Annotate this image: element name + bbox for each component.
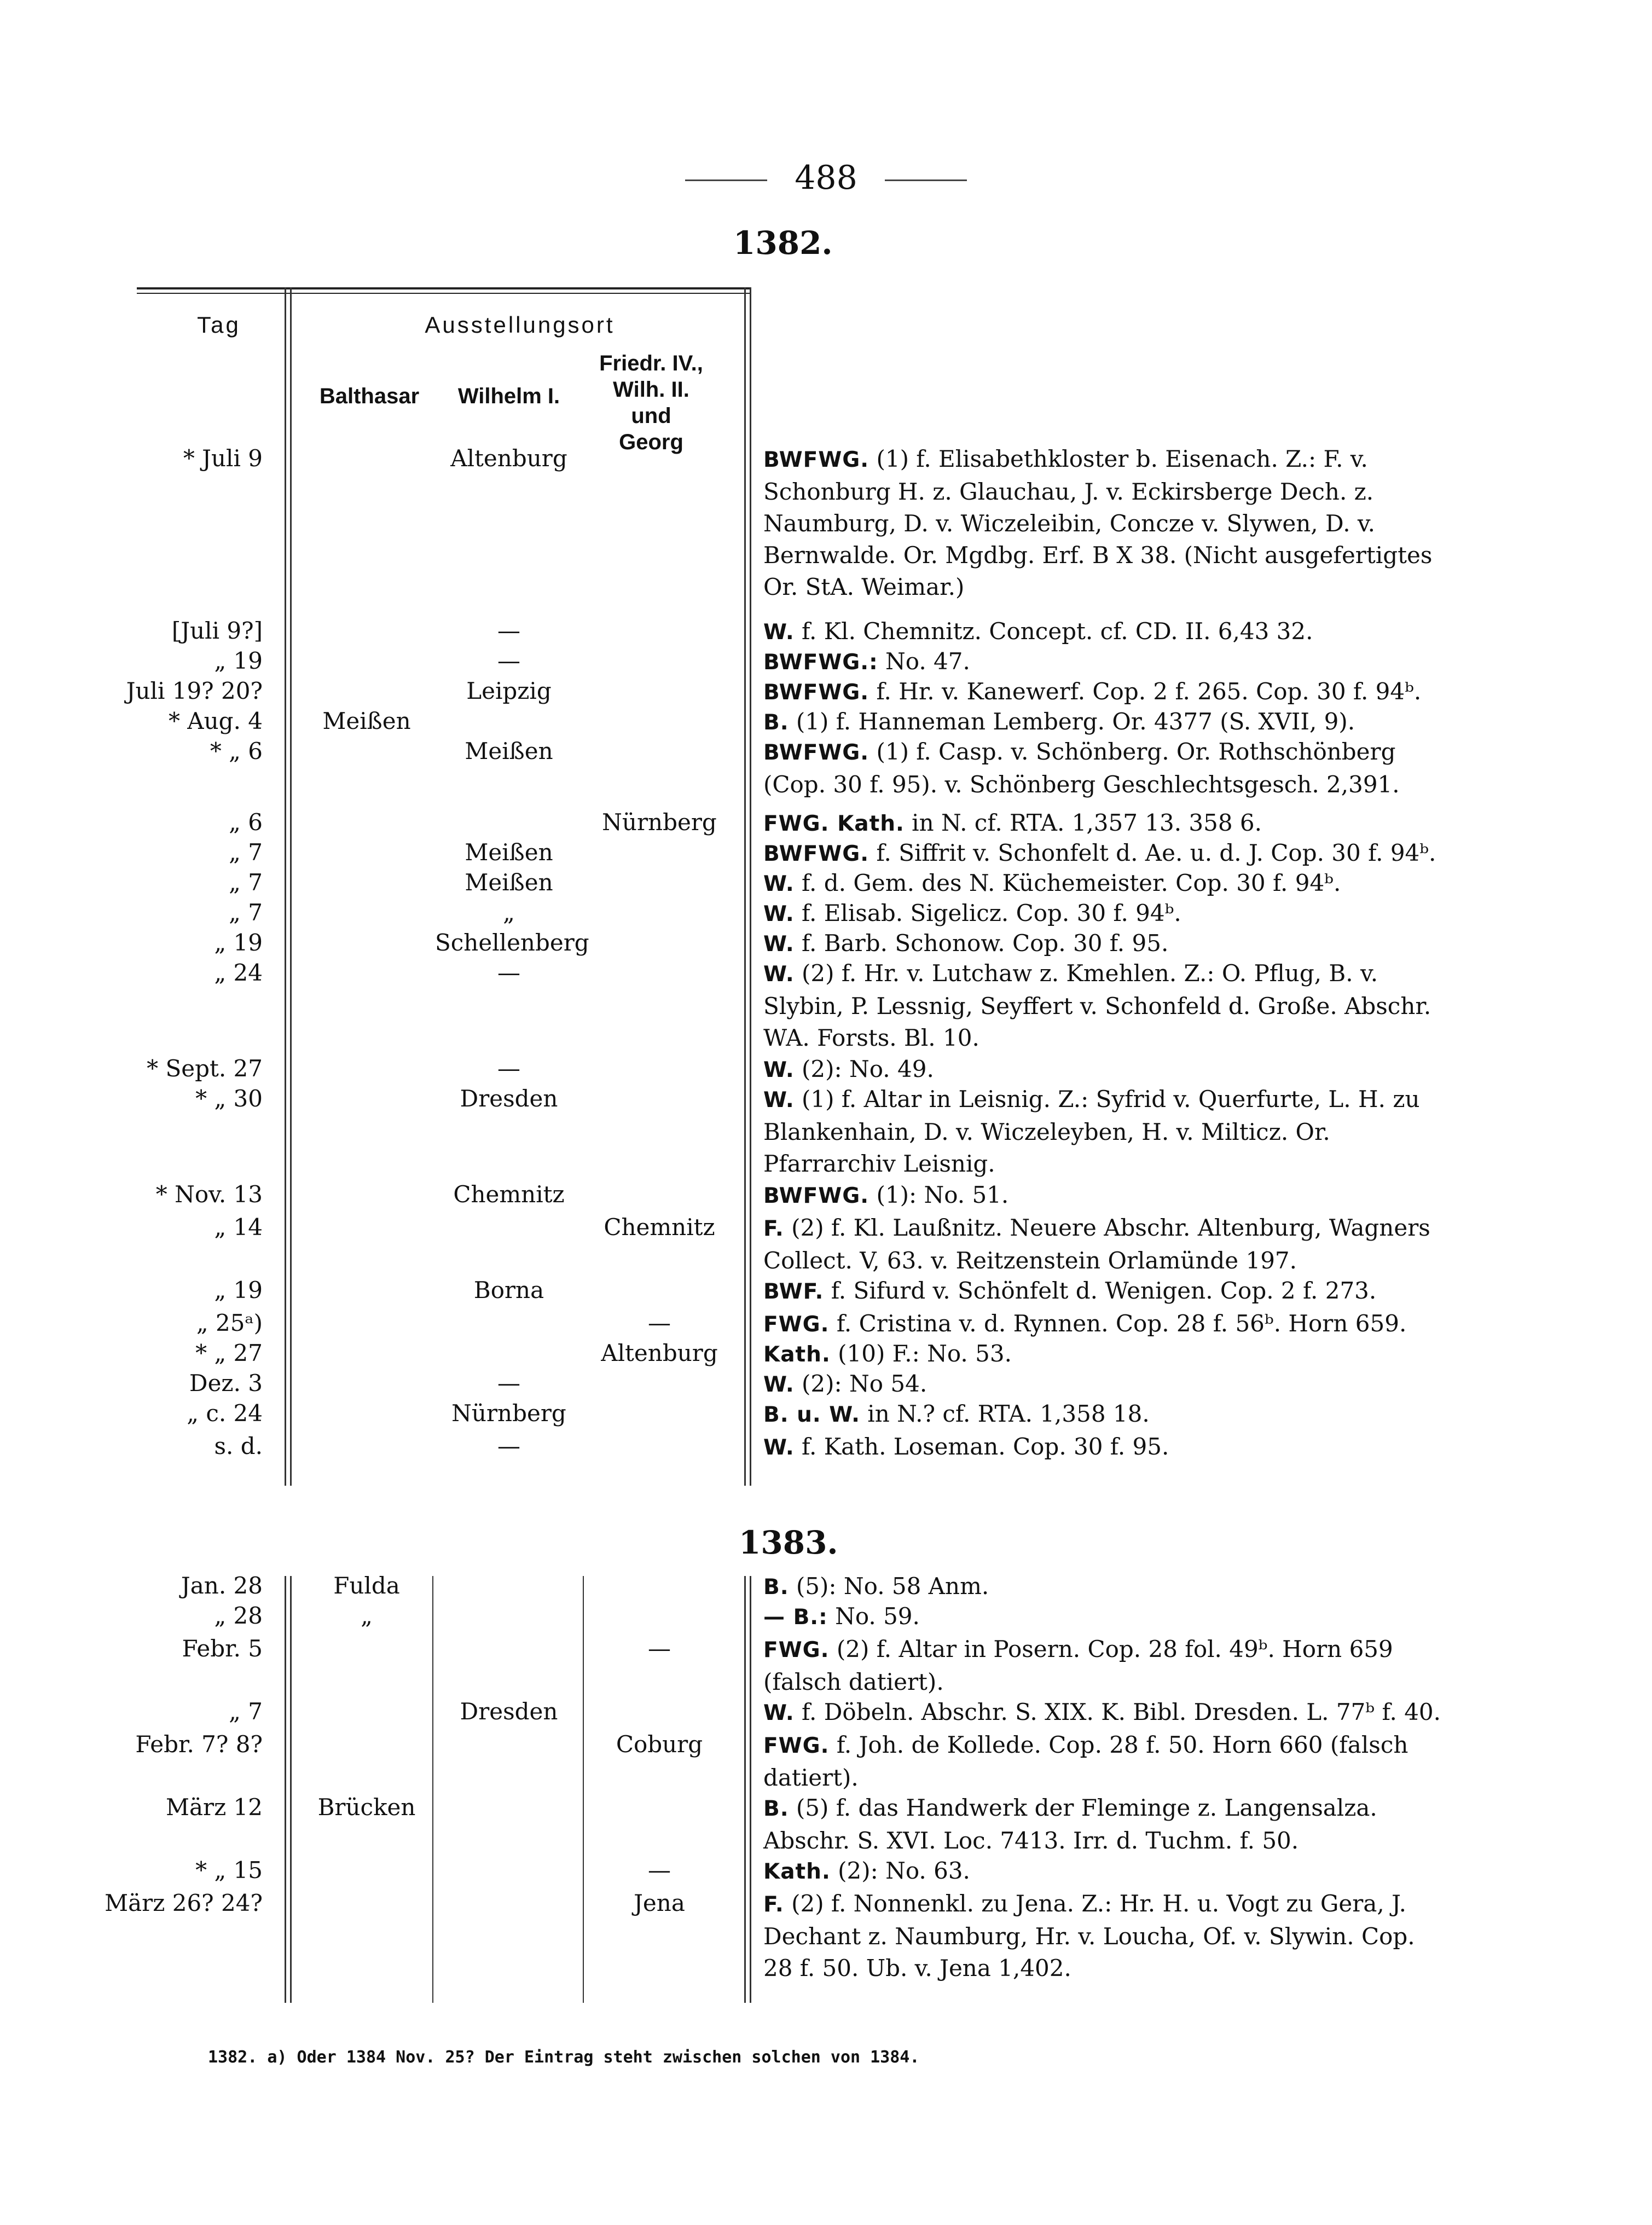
entry-text: No. 47. (878, 648, 970, 675)
header-ausstellungsort: Ausstellungsort (425, 312, 615, 338)
entry-sigel: FWG. Kath. (763, 812, 905, 836)
left-dash (685, 179, 767, 181)
entry-sigel: W. (763, 1435, 795, 1460)
row-1382-entry (763, 1212, 1447, 1277)
entry-sigel: BWFWG. (763, 448, 870, 472)
entry-text: No. 59. (827, 1603, 920, 1630)
row-1383-place-balthasar: Fulda (333, 1572, 400, 1599)
row-1382-entry (763, 897, 1447, 930)
entry-sigel: W. (763, 1088, 795, 1112)
entry-text: f. Siffrit v. Schonfelt d. Ae. u. d. J. Cop. 30 f. 94ᵇ. (869, 839, 1436, 866)
row-1382-tag: * Aug. 4 (168, 708, 263, 734)
row-1383-place-friedr: — (648, 1635, 671, 1662)
entry-text: (5): No. 58 Anm. (789, 1573, 989, 1600)
row-1383-entry (763, 1792, 1447, 1857)
col-rule-text2-b (750, 1576, 751, 2003)
entry-sigel: BWF. (763, 1279, 824, 1304)
entry-text: (1): No. 51. (869, 1181, 1009, 1208)
row-1382-place-wilhelm: Dresden (460, 1085, 558, 1112)
row-1382-tag: * „ 6 (210, 738, 263, 764)
row-1383-entry (763, 1696, 1447, 1729)
top-rule-thin (137, 293, 750, 294)
entry-text: f. Hr. v. Kanewerf. Cop. 2 f. 265. Cop. 30 f. 94ᵇ. (869, 678, 1422, 705)
entry-sigel: W. (763, 962, 795, 987)
row-1382-entry (763, 1368, 1447, 1401)
entry-text: (1) f. Elisabethkloster b. Eisenach. Z.: F. v. Schonburg H. z. Glauchau, J. v. Eckirsberge Dech. z. Naumburg, D. v. Wiczeleibin, Concze v. Slywen, D. v. Bernwalde. Or. Mgdbg. Erf. B X 38. (Nicht ausgefertigtes Or. StA. Weimar.) (763, 445, 1433, 600)
row-1382-entry (763, 736, 1447, 801)
header-wilhelm: Wilhelm I. (457, 384, 560, 408)
entry-text: (2) f. Kl. Laußnitz. Neuere Abschr. Altenburg, Wagners Collect. V, 63. v. Reitzenstein Orlamünde 197. (763, 1214, 1430, 1274)
entry-text: (2) f. Nonnenkl. zu Jena. Z.: Hr. H. u. Vogt zu Gera, J. Dechant z. Naumburg, Hr. v. Loucha, Of. v. Slywin. Cop. 28 f. 50. Ub. v. Jena 1,402. (763, 1890, 1415, 1981)
header-tag: Tag (197, 312, 241, 338)
entry-sigel: BWFWG. (763, 680, 870, 705)
entry-sigel: B. (763, 710, 789, 735)
row-1382-place-wilhelm: Leipzig (466, 677, 552, 704)
entry-sigel: W. (763, 620, 795, 645)
entry-text: (1) f. Hanneman Lemberg. Or. 4377 (S. XVII, 9). (789, 708, 1355, 735)
row-1382-entry (763, 807, 1447, 840)
row-1382-entry (763, 928, 1447, 960)
col-rule-text-b (750, 287, 751, 1486)
row-1382-place-wilhelm: Meißen (465, 839, 553, 866)
row-1382-entry (763, 1083, 1447, 1180)
entry-sigel: W. (763, 1372, 795, 1397)
row-1382-place-wilhelm: „ (503, 899, 515, 926)
row-1382-tag: „ c. 24 (187, 1400, 263, 1427)
entry-sigel: BWFWG. (763, 842, 870, 866)
entry-text: (2): No 54. (794, 1370, 928, 1397)
entry-text: f. Sifurd v. Schönfelt d. Wenigen. Cop. 2 f. 273. (824, 1277, 1377, 1304)
col-rule-friedr-2 (583, 1576, 584, 2003)
page-number-line (0, 159, 1652, 197)
row-1383-tag: März 26? 24? (105, 1890, 263, 1916)
row-1382-entry (763, 646, 1447, 679)
row-1383-entry (763, 1855, 1447, 1888)
entry-sigel: FWG. (763, 1312, 830, 1337)
row-1382-entry (763, 1275, 1447, 1308)
row-1382-place-friedr: Chemnitz (604, 1214, 715, 1241)
row-1383-tag: „ 7 (229, 1698, 263, 1725)
row-1383-tag: Jan. 28 (181, 1572, 263, 1599)
entry-text: (2) f. Altar in Posern. Cop. 28 fol. 49ᵇ. Horn 659 (falsch datiert). (763, 1636, 1393, 1695)
row-1382-tag: „ 7 (229, 869, 263, 896)
row-1382-tag: „ 19 (214, 1277, 263, 1303)
entry-sigel: — B.: (763, 1605, 828, 1630)
page-number: 488 (795, 159, 857, 197)
entry-text: f. d. Gem. des N. Küchemeister. Cop. 30 f. 94ᵇ. (794, 870, 1341, 896)
entry-sigel: Kath. (763, 1859, 831, 1884)
entry-text: in N.? cf. RTA. 1,358 18. (860, 1400, 1150, 1427)
row-1383-tag: Febr. 5 (182, 1635, 263, 1662)
entry-sigel: F. (763, 1892, 784, 1917)
row-1382-tag: * Nov. 13 (155, 1181, 263, 1208)
row-1383-tag: „ 28 (214, 1602, 263, 1629)
row-1383-place-balthasar: Brücken (317, 1794, 416, 1821)
row-1382-tag: „ 7 (229, 899, 263, 926)
row-1382-place-wilhelm: Altenburg (450, 445, 567, 472)
entry-sigel: Kath. (763, 1342, 831, 1367)
entry-text: (2) f. Hr. v. Lutchaw z. Kmehlen. Z.: O. Pflug, B. v. Slybin, P. Lessnig, Seyffert v. Schonfeld d. Große. Abschr. WA. Forsts. Bl. 10. (763, 960, 1431, 1051)
header-friedr: Friedr. IV., Wilh. II. und Georg (599, 351, 703, 454)
row-1383-entry (763, 1729, 1447, 1794)
col-rule-text2-a (744, 1576, 746, 2003)
entry-sigel: BWFWG. (763, 1184, 870, 1208)
row-1382-tag: * Sept. 27 (147, 1055, 263, 1082)
entry-text: (2): No. 63. (830, 1857, 970, 1884)
col-rule-2b (290, 1576, 292, 2003)
row-1382-place-wilhelm: — (497, 647, 520, 674)
row-1382-tag: Juli 19? 20? (126, 677, 263, 704)
entry-sigel: W. (763, 932, 795, 957)
entry-sigel: BWFWG.: (763, 650, 878, 675)
header-balthasar: Balthasar (319, 384, 420, 408)
row-1382-place-balthasar: Meißen (322, 708, 411, 734)
row-1382-place-wilhelm: Borna (473, 1277, 544, 1303)
row-1382-entry (763, 1053, 1447, 1086)
year-heading-1382: 1382. (733, 224, 833, 262)
row-1382-place-friedr: — (648, 1309, 671, 1336)
entry-text: f. Barb. Schonow. Cop. 30 f. 95. (794, 930, 1169, 957)
row-1382-entry (763, 1338, 1447, 1371)
row-1382-place-wilhelm: Meißen (465, 869, 553, 896)
row-1383-entry (763, 1888, 1447, 1984)
row-1382-tag: [Juli 9?] (171, 617, 263, 644)
entry-text: f. Joh. de Kollede. Cop. 28 f. 50. Horn 660 (falsch datiert). (763, 1731, 1408, 1791)
row-1382-place-friedr: Nürnberg (602, 809, 717, 836)
entry-text: (2): No. 49. (794, 1056, 934, 1082)
row-1382-entry (763, 1308, 1447, 1341)
col-rule-1b (290, 287, 292, 1486)
entry-text: f. Cristina v. d. Rynnen. Cop. 28 f. 56ᵇ. Horn 659. (829, 1310, 1407, 1337)
row-1382-tag: „ 7 (229, 839, 263, 866)
row-1382-place-wilhelm: Nürnberg (451, 1400, 566, 1427)
entry-sigel: FWG. (763, 1638, 830, 1662)
row-1382-place-wilhelm: — (497, 1370, 520, 1397)
row-1382-entry (763, 958, 1447, 1054)
row-1382-tag: „ 24 (214, 959, 263, 986)
row-1382-place-wilhelm: Schellenberg (435, 929, 589, 956)
row-1382-entry (763, 706, 1447, 739)
row-1382-entry (763, 443, 1447, 603)
row-1382-entry (763, 837, 1447, 870)
row-1382-tag: * Juli 9 (183, 445, 263, 472)
row-1383-tag: März 12 (165, 1794, 263, 1821)
row-1382-entry (763, 616, 1447, 648)
row-1382-tag: „ 19 (214, 929, 263, 956)
entry-sigel: W. (763, 902, 795, 926)
row-1383-place-friedr: Jena (634, 1890, 685, 1916)
row-1383-place-balthasar: „ (361, 1602, 373, 1629)
entry-sigel: W. (763, 872, 795, 896)
row-1382-entry (763, 867, 1447, 900)
row-1383-entry (763, 1571, 1447, 1603)
row-1383-tag: Febr. 7? 8? (135, 1731, 263, 1758)
row-1382-tag: „ 6 (229, 809, 263, 836)
row-1383-place-friedr: — (648, 1857, 671, 1884)
entry-text: f. Elisab. Sigelicz. Cop. 30 f. 94ᵇ. (794, 900, 1181, 926)
row-1382-tag: * „ 27 (195, 1340, 263, 1366)
entry-sigel: W. (763, 1701, 795, 1725)
row-1382-tag: s. d. (214, 1433, 263, 1459)
entry-text: (10) F.: No. 53. (830, 1340, 1012, 1367)
row-1382-tag: „ 19 (214, 647, 263, 674)
entry-sigel: BWFWG. (763, 740, 870, 765)
entry-sigel: B. (763, 1575, 789, 1600)
row-1382-entry (763, 1179, 1447, 1212)
row-1382-place-wilhelm: Meißen (465, 738, 553, 764)
entry-text: (1) f. Altar in Leisnig. Z.: Syfrid v. Querfurte, L. H. zu Blankenhain, D. v. Wiczeleyben, H. v. Milticz. Or. Pfarrarchiv Leisnig. (763, 1086, 1420, 1177)
entry-text: f. Döbeln. Abschr. S. XIX. K. Bibl. Dresden. L. 77ᵇ f. 40. (794, 1699, 1441, 1725)
entry-sigel: FWG. (763, 1734, 830, 1758)
top-rule (137, 287, 750, 289)
footnote: 1382. a) Oder 1384 Nov. 25? Der Eintrag steht zwischen solchen von 1384. (208, 2048, 920, 2067)
entry-text: in N. cf. RTA. 1,357 13. 358 6. (904, 809, 1262, 836)
row-1382-place-friedr: Altenburg (601, 1340, 718, 1366)
row-1382-tag: „ 25ᵃ) (196, 1309, 263, 1336)
entry-text: (1) f. Casp. v. Schönberg. Or. Rothschönberg (Cop. 30 f. 95). v. Schönberg Geschlechtsgesch. 2,391. (763, 738, 1400, 798)
col-rule-1a (285, 287, 286, 1486)
row-1383-tag: * „ 15 (195, 1857, 263, 1884)
col-rule-2a (285, 1576, 286, 2003)
entry-sigel: F. (763, 1216, 784, 1241)
row-1383-place-wilhelm: Dresden (460, 1698, 558, 1725)
entry-text: (5) f. das Handwerk der Fleminge z. Langensalza. Abschr. S. XVI. Loc. 7413. Irr. d. Tuchm. f. 50. (763, 1794, 1377, 1854)
row-1382-place-wilhelm: — (497, 959, 520, 986)
row-1382-entry (763, 676, 1447, 709)
row-1382-entry (763, 1431, 1447, 1464)
row-1382-tag: * „ 30 (195, 1085, 263, 1112)
entry-text: f. Kl. Chemnitz. Concept. cf. CD. II. 6,43 32. (794, 618, 1313, 645)
row-1383-place-friedr: Coburg (616, 1731, 703, 1758)
entry-sigel: B. (763, 1797, 789, 1821)
row-1382-entry (763, 1398, 1447, 1431)
row-1383-entry (763, 1601, 1447, 1633)
entry-sigel: B. u. W. (763, 1403, 860, 1427)
row-1382-tag: „ 14 (214, 1214, 263, 1241)
entry-text: f. Kath. Loseman. Cop. 30 f. 95. (794, 1433, 1169, 1460)
col-rule-text-a (744, 287, 746, 1486)
row-1382-place-wilhelm: Chemnitz (453, 1181, 565, 1208)
row-1383-entry (763, 1633, 1447, 1698)
row-1382-place-wilhelm: — (497, 617, 520, 644)
right-dash (885, 179, 967, 181)
row-1382-place-wilhelm: — (497, 1055, 520, 1082)
row-1382-place-wilhelm: — (497, 1433, 520, 1459)
row-1382-tag: Dez. 3 (189, 1370, 263, 1397)
col-rule-wilhelm-2 (432, 1576, 433, 2003)
year-heading-1383: 1383. (739, 1524, 838, 1561)
entry-sigel: W. (763, 1058, 795, 1082)
